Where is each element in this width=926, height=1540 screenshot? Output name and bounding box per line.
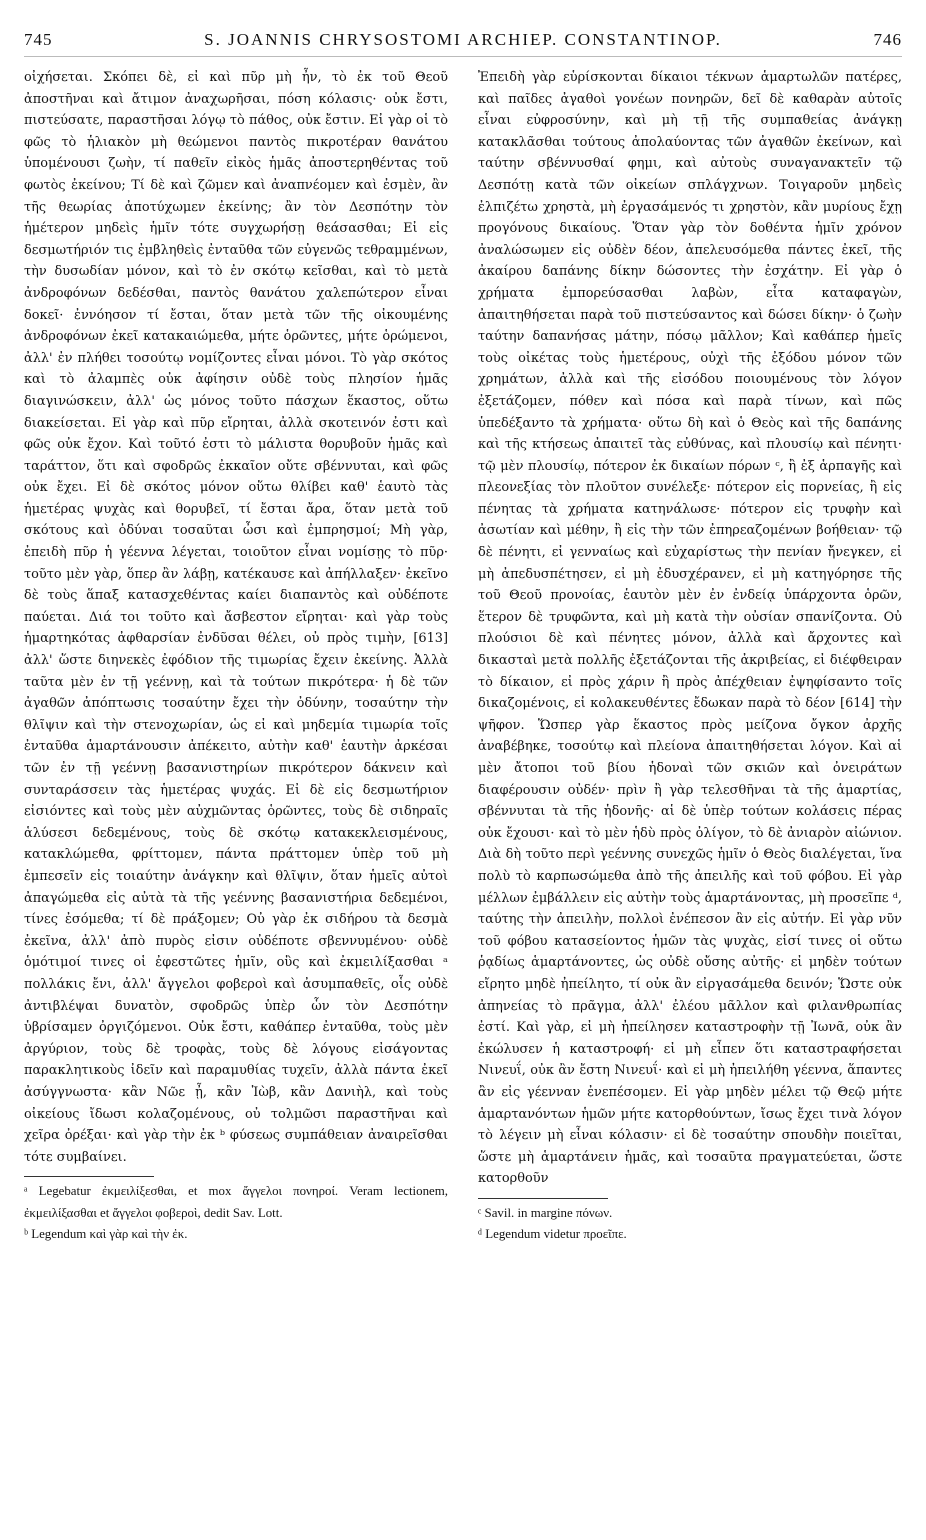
footnote-a: ᵃ Legebatur ἐκμειλίξεσθαι, et mox ἄγγελοι πονηροί. Veram lectionem, ἐκμειλίξασθαι et ἄγγελοι φοβεροὶ, dedit Sav. Lott. xyxy=(24,1184,448,1220)
left-column xyxy=(24,67,448,1246)
footnote-rule xyxy=(478,1198,608,1199)
left-column-body: οἰχήσεται. Σκόπει δὲ, εἰ καὶ πῦρ μὴ ἦν, τὸ ἐκ τοῦ Θεοῦ ἀποστῆναι καὶ ἄτιμον ἀναχωρῆσαι, πόση κόλασις· οὐκ ἔστι, πιστεύσατε, παραστῆσαι λόγῳ τὸ πάθος, οὐκ ἔστιν. Εἰ γὰρ οἱ τὸ φῶς τὸ ἡλιακὸν μὴ θεώμενοι παντὸς πικροτέραν θανάτου ὑπομένουσι ζωὴν, τί παθεῖν εἰκὸς ἡμᾶς ἀποστερηθέντας τοῦ φωτὸς ἐκείνου; Τί δὲ καὶ ζῶμεν καὶ ἀναπνέομεν καὶ ἐσμὲν, ἂν τῆς θεωρίας ἀποτύχωμεν ἐκείνης; ἂν τὸν Δεσπότην τὸν ἡμέτερον μηδεὶς ἡμῖν τότε συγχωρήσῃ θεάσασθαι; Εἰ εἰς δεσμωτήριόν τις ἐμβληθεὶς ἐνταῦθα τῶν εὐγενῶς τεθραμμένων, τὴν δυσωδίαν μόνον, καὶ τὸ ἐν σκότῳ κεῖσθαι, καὶ τὸ μετὰ ἀνδροφόνων δεδέσθαι, παντὸς θανάτου χαλεπώτερον εἶναι δοκεῖ· ἐννόησον τί ἔσται, ὅταν μετὰ τῶν τῆς οἰκουμένης ἀνδροφόνων ἐκεῖ κατακαιώμεθα, μήτε ὁρῶντες, μήτε ὁρώμενοι, ἀλλ' ἐν πλήθει τοσούτῳ νομίζοντες εἶναι μόνοι. Τὸ γὰρ σκότος καὶ τὸ ἀλαμπὲς οὐκ ἀφίησιν οὐδὲ τοὺς πλησίον ἡμᾶς διαγινώσκειν, ἀλλ' ὡς μόνος τοῦτο πάσχων ἕκαστος, οὕτω διακείσεται. Εἰ γὰρ καὶ πῦρ εἴρηται, ἀλλὰ σκοτεινόν ἐστι καὶ φῶς οὐκ ἔχον. Καὶ τοῦτό ἐστι τὸ μάλιστα θορυβοῦν ἡμᾶς καὶ ταράττον, ὅτι καὶ σφοδρῶς ἐκκαῖον οὔτε σβέννυται, καὶ φῶς οὐκ ἔχει. Εἰ δὲ σκότος μόνον οὕτω θλίβει καθ' ἑαυτὸ τὰς ἡμετέρας ψυχὰς καὶ θορυβεῖ, τί ἔσται ἄρα, ὅταν μετὰ τοῦ σκότους καὶ ὀδύναι τοσαῦται ὦσι καὶ ἐμπρησμοί; Μὴ γὰρ, ἐπειδὴ πῦρ ἡ γέεννα λέγεται, τοιοῦτον εἶναι νομίσῃς τὸ πῦρ· τοῦτο μὲν γὰρ, ὅπερ ἂν λάβῃ, κατέκαυσε καὶ ἀπήλλαξεν· ἐκεῖνο δὲ τοὺς ἅπαξ κατασχεθέντας καίει διαπαντὸς καὶ οὐδέποτε παύεται. Διά τοι τοῦτο καὶ ἄσβεστον εἴρηται· καὶ γὰρ τοὺς ἡμαρτηκότας ἀφθαρσίαν ἐνδῦσαι θέλει, οὐ πρὸς τιμὴν, [613] ἀλλ' ὥστε διηνεκὲς ἐφόδιον τῆς τιμωρίας ἔχειν ἐκείνης. Ἀλλὰ ταῦτα μὲν ἐν τῇ γεέννῃ, καὶ τὰ τούτων πικρότερα· ἡ δὲ τῶν ἀγαθῶν ἀπόπτωσις τοσαύτην ἔχει τὴν ὀδύνην, τοσαύτην τὴν θλῖψιν καὶ τὴν στενοχωρίαν, ὡς εἰ καὶ μηδεμία τιμωρία τοῖς ἐνταῦθα ἁμαρτάνουσιν ἀπέκειτο, αὐτὴν καθ' ἑαυτὴν ἀρκέσαι τῶν ἐν τῇ γεέννῃ βασανιστηρίων πικρότερον δάκνειν καὶ συνταράσσειν τὰς ἡμετέρας ψυχάς. Εἰ δὲ εἰς δεσμωτήριον εἰσιόντες καὶ τοὺς μὲν αὐχμῶντας ὁρῶντες, τοὺς δὲ σιδηραῖς ἁλύσεσι δεδεμένους, τοὺς δὲ σκότῳ κατακεκλεισμένους, κατακλώμεθα, φρίττομεν, πάντα πράττομεν ὑπὲρ τοῦ μὴ ἐμπεσεῖν εἰς τοιαύτην ἀνάγκην καὶ θλῖψιν, ὅταν ἡμεῖς αὐτοὶ ἀπαγώμεθα εἰς αὐτὰ τὰ τῆς γεέννης βασανιστήρια δεδεμένοι, τίνες ἐσόμεθα; τί δὲ πράξομεν; Οὐ γὰρ ἐκ σιδήρου τὰ δεσμὰ ἐκεῖνα, ἀλλ' ἀπὸ πυρὸς εἰσιν οὐδέποτε σβεννυμένου· οὐδὲ ὁμότιμοί τινες οἱ ἐφεστῶτες ἡμῖν, οὓς καὶ ἐκμειλίξασθαι ᵃ πολλάκις ἔνι, ἀλλ' ἄγγελοι φοβεροὶ καὶ ἀσυμπαθεῖς, οἷς οὐδὲ ἀντιβλέψαι δυνατὸν, σφοδρῶς ὑπὲρ ὧν τὸν Δεσπότην ὑβρίσαμεν ὀργιζόμενοι. Οὐκ ἔστι, καθάπερ ἐνταῦθα, τοὺς μὲν ἀργύριον, τοὺς δὲ τροφὰς, τοὺς δὲ λόγους εἰσάγοντας παρακλητικοὺς ἰδεῖν καὶ παραμυθίας τυχεῖν, ἀλλὰ πάντα ἐκεῖ ἀσύγγνωστα· κἂν Νῶε ᾖ, κἂν Ἰὼβ, κἂν Δανιὴλ, καὶ τοὺς οἰκείους ἴδωσι κολαζομένους, οὐ τολμῶσι παραστῆναι καὶ χεῖρα ὀρέξαι· καὶ γὰρ τὴν ἐκ ᵇ φύσεως συμπάθειαν ἀναιρεῖσθαι τότε συμβαίνει. xyxy=(24,70,448,1165)
right-column-body: Ἐπειδὴ γὰρ εὑρίσκονται δίκαιοι τέκνων ἁμαρτωλῶν πατέρες, καὶ παῖδες ἀγαθοὶ γονέων πονηρῶν, δεῖ δὲ καθαρὰν αὐτοῖς εἶναι εὐφροσύνην, καὶ μὴ τῇ τῆς συμπαθείας ἀνάγκῃ κατακλᾶσθαι τούτους ἀπολαύοντας τῶν ἀγαθῶν ἐκείνων, καὶ ταύτην σβέννυσθαί φημι, καὶ αὐτοὺς συναγανακτεῖν τῷ Δεσπότῃ κατὰ τῶν οἰκείων σπλάγχνων. Τοιγαροῦν μηδεὶς ἐλπιζέτω χρηστὰ, μὴ ἐργασάμενός τι χρηστὸν, κἂν μυρίους ἔχῃ προγόνους δικαίους. Ὅταν γὰρ τὸν δοθέντα ἡμῖν χρόνον ἀναλώσωμεν εἰς οὐδὲν δέον, ἀπελευσόμεθα πάντες ἐκεῖ, τῆς ἀκαίρου δαπάνης δίκην δώσοντες τὴν ἐσχάτην. Εἰ γὰρ ὁ χρήματα ἐμπορεύσασθαι λαβὼν, εἶτα καταφαγὼν, ἀπαιτηθήσεται παρὰ τοῦ πιστεύσαντος καὶ δώσει δίκην· ὁ ζωὴν ταύτην δαπανήσας μάτην, πόσῳ μᾶλλον; Καὶ καθάπερ ἡμεῖς τοὺς οἰκέτας τοὺς ἡμετέρους, οὐχὶ τῆς ἐξόδου μόνον τῶν χρημάτων, ἀλλὰ καὶ τῆς εἰσόδου ποιουμένους τὸν λόγον ἐξετάζομεν, πόθεν καὶ πόσα καὶ παρὰ τίνων, καὶ πῶς ὑπεδέξαντο τὰ χρήματα· οὕτω δὴ καὶ ὁ Θεὸς καὶ τῆς δαπάνης καὶ τῆς κτήσεως ἀπαιτεῖ τὰς εὐθύνας, καὶ πλουσίῳ καὶ πένητι· τῷ μὲν πλουσίῳ, πότερον ἐκ δικαίων πόρων ᶜ, ἢ ἐξ ἁρπαγῆς καὶ πλεονεξίας τὸν πλοῦτον συνέλεξε· πότερον εἰς πορνείας, ἢ εἰς πένητας τὰ χρήματα κατηνάλωσε· πότερον εἰς τρυφὴν καὶ ἀσωτίαν καὶ μέθην, ἢ εἰς τὴν τῶν ἐπηρεαζομένων βοήθειαν· τῷ δὲ πένητι, εἰ γενναίως καὶ εὐχαρίστως τὴν πενίαν ἤνεγκεν, εἰ μὴ ἀπεδυσπέτησεν, εἰ μὴ ἐδυσχέρανεν, εἰ μὴ κατηγόρησε τῆς τοῦ Θεοῦ προνοίας, ἑαυτὸν μὲν ἐν ἐνδείᾳ ὑπάρχοντα ὁρῶν, ἕτερον δὲ τρυφῶντα, καὶ μὴ κατὰ τὴν οὐσίαν σπανίζοντα. Οὐ πλούσιοι δὲ καὶ πένητες μόνον, ἀλλὰ καὶ ἄρχοντες καὶ δικασταὶ μετὰ πολλῆς ἐξετάζονται τῆς ἀκριβείας, εἰ διέφθειραν τὸ δίκαιον, εἰ πρὸς χάριν ἢ πρὸς ἀπέχθειαν ἐψηφίσαντο τοῖς δικαζομένοις, εἰ κολακευθέντες ἔδωκαν παρὰ τὸ δέον [614] τὴν ψῆφον. Ὥσπερ γὰρ ἕκαστος πρὸς μείζονα ὄγκον ἀρχῆς ἀναβέβηκε, τοσούτῳ καὶ πλείονα ἀπαιτηθήσεται λόγον. Καὶ αἱ μὲν ἄτοποι τοῦ βίου ἡδοναὶ τῶν σκιῶν καὶ ὀνειράτων διαφέρουσιν οὐδέν· πρὶν ἢ γὰρ τελεσθῆναι τὰ τῆς ἁμαρτίας, σβέννυται τὰ τῆς ἡδονῆς· αἱ δὲ ὑπὲρ τούτων κολάσεις πέρας οὐκ ἔχουσι· καὶ τὸ μὲν ἡδὺ πρὸς ὀλίγον, τὸ δὲ ἀνιαρὸν αἰώνιον. Διὰ δὴ τοῦτο περὶ γεέννης συνεχῶς ἡμῖν ὁ Θεὸς διαλέγεται, ἵνα πολὺ τὸ καρπωσώμεθα ἀπὸ τῆς ἀπειλῆς καὶ τοῦ φόβου. Εἰ γὰρ μέλλων ἐμβάλλειν εἰς αὐτὴν τοὺς ἁμαρτάνοντας, μὴ προσεῖπε ᵈ, ταύτης τὴν ἀπειλὴν, πολλοὶ ἐνέπεσον ἂν εἰς αὐτήν. Εἰ γὰρ νῦν τοῦ φόβου κατασείοντος ἡμῶν τὰς ψυχὰς, εἰσί τινες οἱ οὕτω ῥᾳδίως ἁμαρτάνοντες, ὡς οὐδὲ οὔσης αὐτῆς· εἰ μηδὲν τούτων εἴρητο μηδὲ ἠπείλητο, τί οὐκ ἂν εἰργασάμεθα δεινόν; Ὥστε οὐκ ἀπηνείας τὸ πρᾶγμα, ἀλλ' ἐλέου μᾶλλον καὶ φιλανθρωπίας ἐστί. Καὶ γὰρ, εἰ μὴ ἠπείλησεν καταστροφὴν τῇ Ἰωνᾶ, οὐκ ἂν ἐκώλυσεν ἡ καταστροφή· εἰ μὴ εἶπεν ὅτι καταστραφήσεται Νινευΐ, οὐκ ἂν ἔστη Νινευΐ· καὶ εἰ μὴ ἠπειλήθη γέεννα, ἅπαντες ἂν εἰς γέενναν ἐνεπέσομεν. Εἰ γὰρ μηδὲν μέλει τῷ Θεῷ μήτε ἁμαρτανόντων ἡμῶν μήτε κατορθούντων, ἴσως ἔχει τινὰ λόγον τὸ λέγειν μὴ εἶναι κόλασιν· εἰ δὲ τοσαύτην σπουδὴν ποιεῖται, ὥστε μὴ ἁμαρτάνειν ἡμᾶς, καὶ τοσαῦτα πραγματεύεται, ὥστε κατορθοῦν xyxy=(478,70,902,1187)
footnote-b: ᵇ Legendum καὶ γὰρ καὶ τὴν ἐκ. xyxy=(24,1227,188,1242)
footnote-c: ᶜ Savil. in margine πόνων. xyxy=(478,1205,613,1220)
right-column xyxy=(478,67,902,1246)
page-number-right: 746 xyxy=(873,30,902,49)
two-column-text xyxy=(24,67,902,1246)
page-number-left: 745 xyxy=(24,30,53,49)
running-header xyxy=(24,30,902,57)
footnote-rule xyxy=(24,1176,154,1177)
running-title: S. JOANNIS CHRYSOSTOMI ARCHIEP. CONSTANTINOP. xyxy=(204,30,722,49)
footnote-d: ᵈ Legendum videtur προεῖπε. xyxy=(478,1227,627,1242)
